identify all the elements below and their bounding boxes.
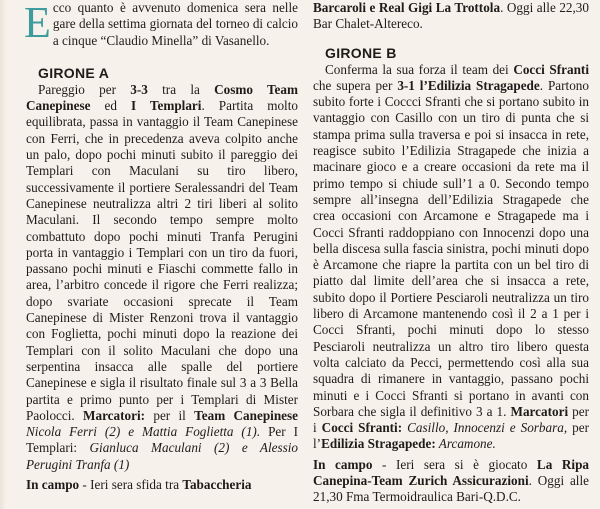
report-text: . Partita molto equilibrata, passa in vantaggio il Team Canepinese con Ferri, che in precedenza aveva colpito anche un palo, dopo pochi minuti subito il pareggio dei Templari con Maculani su tiro libero, successivamente il portiere Seralessandri del Team Canepinese neutralizza altri 2 tiri liberi al solito Maculani. Il secondo tempo sempre molto combattuto dopo pochi minuti Tranfa Perugini porta in vantaggio i Templari con un tiro da fuori, passano pochi minuti e Fiaschi commette fallo in area, l’arbitro concede il rigore che Ferri realizza; dopo svariate occasioni sprecate il Team Canepinese di Mister Renzoni trova il vantaggio con Foglietta, pochi minuti dopo la reazione dei Templari con il solito Maculani che dopo una serpentina insacca alle spalle del portiere Canepinese e sigla il risultato finale sul 3 a 3 Bella partita e primo punto per i Templari di Mister Paolocci. [26, 98, 298, 423]
team-name-bold: Team Canepinese [194, 407, 298, 423]
score-bold: 3-3 [130, 81, 148, 97]
team-name-bold: Cosmo Team Canepinese [26, 81, 298, 114]
scorers-italic: Arcamone. [435, 436, 496, 452]
scorers-label: Marcatori [510, 403, 569, 419]
score-bold: 3-1 l’Edilizia Stragapede [397, 77, 540, 93]
page-edge-shadow [0, 0, 6, 509]
girone-b-in-campo [313, 457, 589, 506]
intro-text: cco quanto è avvenuto domenica sera nelle gare della settima giornata del torneo di calcio a cinque “Claudio Minella” di Vasanello. [52, 0, 298, 48]
match-bold-continued: Barcaroli e Real Gigi La Trottola [313, 0, 501, 15]
intro-paragraph [26, 0, 298, 49]
girone-b-heading: GIRONE B [325, 44, 397, 61]
scorers-italic: Gianluca Maculani (2) e Alessio Perugini Tranfa (1) [26, 440, 298, 472]
report-text: Per I Templari: [26, 424, 298, 456]
right-column [313, 0, 589, 506]
in-campo-label: In campo [313, 456, 373, 472]
campo-text: . Oggi alle 21,30 Fma Termoidraulica Bari-Q.D.C. [313, 473, 589, 505]
girone-a-in-campo-continued [313, 0, 589, 33]
scorers-italic: Nicola Ferri (2) e Mattia Foglietta (1). [26, 424, 261, 440]
girone-b-report [313, 62, 589, 453]
left-column [26, 0, 298, 493]
match-bold: Tabaccheria [182, 477, 252, 493]
report-text: tra la [147, 81, 215, 97]
girone-a-in-campo [26, 477, 298, 493]
report-text: che supera per [313, 77, 398, 93]
report-text: . Partono subito forte i Coccci Sfranti che si portano subito in vantaggio con Casillo con un tiro di punta che si stampa prima sulla traversa e poi si insacca in rete, reagisce subito l’Edilizia Stragapede che inizia a macinare gioco e a creare occasioni da rete ma il primo tempo si chiude sull’1 a 0. Secondo tempo sempre all’insegna dell’Edilizia Stragapede che crea occasioni con Arcamone e Stragapede ma i Cocci Sfranti raddoppiano con Innocenzi dopo una bella discesa sulla fascia sinistra, pochi minuti dopo è Arcamone che riapre la partita con un bel tiro di piatto dal limite dell’area che si insacca a rete, subito dopo il Portiere Pesciaroli neutralizza un tiro libero di Arcamone mantenendo così il 2 a 1 per i Cocci Sfranti, pochi minuti dopo lo stesso Pesciaroli neutralizza un altro tiro libero questa volta calciato da Pecci, permettendo così alla sua squadra di rimanere in vantaggio, passano pochi minuti e i Cocci Sfranti si portano in avanti con Sorbara che sigla il definitivo 3 a 1. [313, 77, 589, 419]
report-text: Pareggio per [38, 81, 131, 97]
scorers-label: Marcatori: [83, 407, 146, 423]
drop-cap: E [24, 0, 51, 47]
team-name-bold: Cocci Sfranti: [321, 420, 403, 436]
campo-text-continued: . Oggi alle 22,30 Bar Chalet-Altereco. [313, 0, 589, 32]
report-text: ed [90, 98, 131, 114]
girone-a-report [26, 82, 298, 473]
team-name-bold: Edilizia Stragapede: [321, 436, 436, 452]
report-text: per i [313, 403, 589, 436]
team-name-bold: I Templari [130, 98, 202, 114]
report-text: per l’ [313, 420, 589, 452]
campo-text: - Ieri sera si è giocato [372, 456, 537, 472]
team-name-bold: Cocci Sfranti [513, 61, 589, 77]
girone-a-heading: GIRONE A [38, 64, 110, 81]
report-text: Conferma la sua forza il team dei [325, 61, 514, 77]
match-bold: La Ripa Canepina-Team Zurich Assicurazioni [313, 456, 589, 489]
in-campo-label: In campo [26, 477, 80, 493]
scorers-italic: Casillo, Innocenzi e Sorbara, [402, 420, 568, 436]
report-text: per il [145, 407, 195, 423]
campo-text: - Ieri sera sfida tra [79, 477, 183, 493]
